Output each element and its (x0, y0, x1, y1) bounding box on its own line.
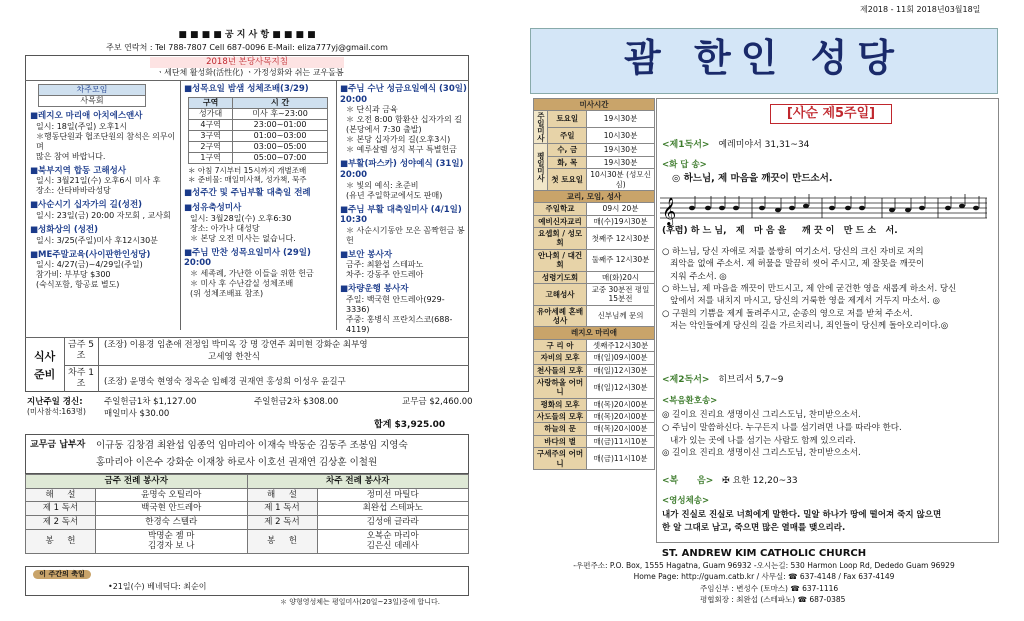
notice-col1-line: 일시: 23일(금) 20:00 자모회 , 교사회 (36, 210, 171, 220)
pastoral-motto: 2018년 본당사목지침 (150, 57, 344, 68)
lector-this: 박명순 젬 마 김경자 보 나 (96, 529, 248, 553)
gospel-acc-line: ○ 주님이 말씀하신다. 누구든지 나를 섬기려면 나를 따라야 한다. (662, 422, 902, 433)
legion-head: 레지오 마리애 (534, 327, 655, 339)
mass-time: 19시30분 (587, 111, 655, 128)
mass-group: 주일미사 (534, 111, 548, 144)
legion-time: 매(일)09시00분 (587, 352, 655, 364)
note-head (959, 204, 965, 209)
psalm-verse-line: 앞에서 저를 내치지 마시고, 당신의 거룩한 영을 제게서 거두지 마소서. ◎ (662, 296, 940, 307)
notice-col2-title: ■성유축성미사 (184, 203, 242, 213)
notice-col3-title: ■주님 수난 성금요일예식 (30일) 20:00 (340, 84, 467, 105)
mass-row (534, 144, 655, 156)
notice-col3-line: ＊ 단식과 금육 (346, 105, 398, 115)
reading1-ref: 예레미야서 31,31~34 (718, 140, 810, 150)
pastor: 주임신부 : 변성수 (토마스) ☎ 637-1116 (700, 584, 839, 593)
edu-name: 예비신자교리 (534, 215, 587, 227)
lector-role: 봉 헌 (26, 529, 96, 553)
donor-names-1: 이규동 김창겸 최완섭 임종억 임마리아 이재숙 박동순 김동주 조봉임 지영숙 (96, 440, 408, 451)
pastoral-motto-sub: ㆍ세단체 활성화(活性化) ㆍ가정성화와 쉬는 교우돌봄 (156, 68, 344, 77)
notice-col1-line: 일시: 3월21일(수) 오후6시 미사 후 (36, 176, 161, 186)
edu-row (534, 249, 655, 271)
edu-time: 매(수)19시30분 (587, 215, 655, 227)
adoration-note: ＊ 준비물: 매일미사책, 성가책, 묵주 (188, 175, 307, 184)
adoration-row (189, 141, 328, 152)
mass-day: 수, 금 (548, 144, 587, 156)
notice-col2-line: ＊ 본당 오전 미사는 없습니다. (190, 233, 296, 243)
lector-table (25, 474, 469, 554)
mass-day: 토요일 (548, 111, 587, 128)
meal-label-1: 식사 (34, 350, 56, 363)
legion-time: 매(목)20시00분 (587, 411, 655, 423)
legion-name: 구 리 아 (534, 339, 587, 351)
edu-row (534, 271, 655, 283)
psalm-verse-line: ○ 하느님, 당신 자애로 저를 불쌍히 여기소서. 당신의 크신 자비로 저의 (662, 247, 924, 257)
edu-time: 첫째주 12시30분 (587, 228, 655, 250)
feast-box (25, 566, 469, 596)
edu-time: 09시 20분 (587, 203, 655, 215)
psalm-label: <화 답 송> (662, 160, 707, 170)
legion-row (534, 435, 655, 447)
reading1-row (662, 140, 809, 151)
notice-col3-line: 주일: 백국현 안드레아(929-3336) (346, 295, 445, 314)
note-head (919, 206, 925, 211)
edu-head: 교리, 모임, 성사 (534, 190, 655, 202)
address: -우편주소: P.O. Box, 1555 Hagatna, Guam 96932 -오시는길: 530 Harmon Loop Rd, Dededo Guam 96929 (573, 561, 955, 570)
note-head (905, 208, 911, 213)
notice-col3-title: ■차량운행 봉사자 (340, 284, 409, 295)
notice-col-2 (184, 84, 334, 299)
notice-col1-title: ■북부지역 합동 고해성사 (30, 165, 127, 176)
notice-col3-line: ＊ 빛의 예식: 초준비 (346, 180, 419, 190)
mass-time: 19시30분 (587, 156, 655, 168)
mass-time-head: 미사시간 (534, 99, 655, 111)
notice-col3-line: ＊ 오전 8:00 함환산 십자가의 길 (346, 115, 462, 125)
notice-col1-line: 일시: 3/25(주일)미사 후12시30분 (36, 235, 158, 245)
notice-col2-title: ■성주간 및 주님부활 대축일 전례 (184, 188, 311, 199)
notice-col2-line: ＊ 미사 후 수난감실 성체조배 (190, 278, 294, 288)
legion-row (534, 398, 655, 410)
adoration-row (189, 130, 328, 141)
notice-col3-line: ＊ 사순시기동안 모은 꼼짝헌금 봉헌 (346, 225, 465, 245)
mass-day: 화, 목 (548, 156, 587, 168)
lector-head-next: 차주 전례 봉사자 (247, 475, 469, 489)
notice-col2-line: 장소: 아가나 대성당 (190, 223, 260, 233)
notice-col2-title: ■주님 만찬 성목요일미사 (29일) 20:00 (184, 247, 311, 269)
adoration-time: 03:00~05:00 (233, 141, 328, 152)
edu-name: 요셉회 / 성모회 (534, 228, 587, 250)
adoration-time: 23:00~01:00 (233, 119, 328, 130)
edu-name: 안나회 / 대건회 (534, 249, 587, 271)
reading1-label: <제1독서> (662, 140, 710, 150)
communion-label: <영성체송> (662, 496, 710, 506)
notice-col1-line: (숙식포함, 항공료 별도) (36, 280, 120, 290)
mass-group: 평일미사 (534, 144, 548, 191)
notice-col1-line: 일시: 4/27(금)~4/29일(주일) (36, 260, 143, 270)
lector-role: 해 설 (26, 488, 96, 502)
legion-name: 천사들의 모후 (534, 364, 587, 376)
feast-text: •21일(수) 베네딕다: 최순이 (108, 582, 207, 591)
offering-parish: 교무금 $2,460.00 (402, 397, 473, 407)
adoration-zone: 4구역 (189, 119, 233, 130)
lector-next: 최완섭 스테파노 (317, 502, 469, 516)
offering-total: 합계 $3,925.00 (374, 420, 446, 430)
reading2-row (662, 375, 784, 386)
notice-header: ■ ■ ■ ■ 공 지 사 항 ■ ■ ■ ■ (178, 30, 316, 40)
mass-row (534, 111, 655, 128)
contact-line: 주보 연락처 : Tel 788-7807 Cell 687-0096 E-Mail: eliza777yj@gmail.com (106, 43, 388, 52)
psalm-verse-line: ○ 구원의 기쁨을 제게 돌려주시고, 순종의 영으로 저를 받쳐 주소서. (662, 308, 913, 319)
communion-antiphon (662, 509, 996, 535)
notice-col2-line: (위 성체조배표 참조) (190, 288, 264, 298)
offering-weekly: 주일헌금1차 $1,127.00 (104, 397, 197, 407)
notice-col3-line: 주중: 홍병식 프란치스코(688-4119) (346, 315, 453, 334)
notice-col-1 (30, 84, 178, 290)
psalm-sung-lyrics: (후렴) 하 느 님, 제 마 음 을 깨 끗 이 만 드 소 서. (662, 226, 898, 236)
edu-time: 신부님께 문의 (587, 305, 655, 327)
meal-label-2: 준비 (34, 368, 56, 381)
legion-time: 매(금)11시10분 (587, 448, 655, 470)
note-head (775, 208, 781, 213)
notice-col1-line: 일시: 18일(주일) 오후1시 (36, 121, 128, 131)
gospel-row (662, 476, 798, 487)
note-head (973, 206, 979, 211)
edu-name: 성령기도회 (534, 271, 587, 283)
psalm-verse-line: ○ 하느님, 제 마음을 깨끗이 만드시고, 제 안에 굳건한 영을 새롭게 하소서. 당신 (662, 283, 957, 294)
legion-row (534, 364, 655, 376)
notice-col3-title: ■부활(파스카) 성야예식 (31일) 20:00 (340, 159, 464, 180)
lector-next: 정미선 마틸다 (317, 488, 469, 502)
notice-col3-title: ■보안 봉사자 (340, 249, 393, 260)
mass-day: 첫 토요일 (548, 169, 587, 191)
notice-col1-line: 참가비: 부부당 $300 (36, 270, 111, 280)
adoration-row (189, 119, 328, 130)
communion-line: 내가 진실로 진실로 너희에게 말한다. 밀알 하나가 땅에 떨어져 죽지 않으면 (662, 510, 942, 520)
legion-row (534, 411, 655, 423)
notice-col1-line: ＊행동단원과 협조단원의 참석은 의무이며 (36, 131, 176, 151)
adoration-table (188, 97, 328, 164)
offering-second: 주일헌금2차 $308.00 (254, 397, 339, 407)
church-name: ST. ANDREW KIM CATHOLIC CHURCH (661, 548, 867, 559)
lector-this: 한경숙 스텔라 (96, 515, 248, 529)
edu-name: 유아세례 혼배성사 (534, 305, 587, 327)
notice-col3-line: ＊ 본당 십자가의 길(오후3시) (346, 135, 451, 145)
meal-week-this: 금주 5조 (68, 340, 94, 362)
psalm-score (652, 186, 992, 226)
homepage: Home Page: http://guam.catb.kr / 사무실: ☎ 637-4148 / Fax 637-4149 (633, 572, 895, 581)
adoration-row (189, 108, 328, 119)
note-head (889, 208, 895, 213)
lector-head-this: 금주 전례 봉사자 (26, 475, 248, 489)
meal-week-next: 차주 1조 (68, 368, 94, 390)
reading2-ref: 히브리서 5,7~9 (718, 375, 784, 385)
notice-col3-line: 차주: 강동주 안드레아 (346, 270, 424, 280)
legion-time: 매(일)12시30분 (587, 364, 655, 376)
psalm-response: ◎ 하느님, 제 마음을 깨끗이 만드소서. (672, 173, 833, 184)
adoration-zone: 3구역 (189, 130, 233, 141)
note-head (945, 206, 951, 211)
lector-row (26, 502, 469, 516)
legion-time: 매(목)20시00분 (587, 398, 655, 410)
mass-time: 10시30분 (587, 127, 655, 144)
legion-row (534, 448, 655, 470)
feast-label: 이 주간의 축일 (33, 570, 91, 579)
notice-col1-line: 장소: 산타바바라성당 (36, 186, 111, 196)
note-head (689, 206, 695, 211)
lector-role-next: 봉 헌 (247, 529, 317, 553)
psalm-verse-line: 지워 주소서. ◎ (662, 271, 727, 282)
notice-col1-title: ■레지오 마리애 아치에스앤사 (30, 111, 143, 121)
adoration-time: 미사 후~23:00 (233, 108, 328, 119)
lector-role-next: 해 설 (247, 488, 317, 502)
note-head (859, 206, 865, 211)
lector-role: 제 2 독서 (26, 515, 96, 529)
adoration-time: 01:00~03:00 (233, 130, 328, 141)
note-head (845, 206, 851, 211)
note-head (803, 204, 809, 209)
mass-row (534, 156, 655, 168)
adoration-zone: 2구역 (189, 141, 233, 152)
legion-name: 자비의 모후 (534, 352, 587, 364)
notice-col1-title: ■ME주말교육(사이판한인성당) (30, 249, 151, 260)
council-president: 평협회장 : 최완섭 (스테파노) ☎ 687-0385 (700, 595, 846, 604)
lector-row (26, 529, 469, 553)
adoration-note: ＊ 아침 7시부터 15시까지 개별조배 (188, 165, 307, 175)
sunday-title: [사순 제5주일] (770, 104, 892, 124)
legion-name: 사도들의 모후 (534, 411, 587, 423)
gospel-acc-line: 내가 있는 곳에 나를 섬기는 사람도 함께 있으리라. (662, 435, 856, 446)
donor-label: 교무금 납부자 (30, 440, 86, 450)
communion-line: 한 알 그대로 남고, 죽으면 많은 열매를 맺으리라. (662, 522, 846, 533)
legion-row (534, 376, 655, 398)
mass-time: 10시30분 (성모신심) (587, 169, 655, 191)
legion-row (534, 339, 655, 351)
edu-name: 주일학교 (534, 203, 587, 215)
psalm-verse-line: 죄악을 없애 주소서. 제 허물을 말끔히 씻어 주시고, 제 잘못을 깨끗이 (662, 259, 925, 270)
notice-col3-title: ■주님 부활 대축일미사 (4/1일) 10:30 (340, 204, 462, 226)
lector-row (26, 515, 469, 529)
edu-time: 교중 30분전 평일 15분전 (587, 283, 655, 305)
lector-role: 제 1 독서 (26, 502, 96, 516)
mass-time: 19시30분 (587, 144, 655, 156)
church-title: 괌 한인 성당 (624, 35, 904, 80)
adoration-zone: 성가대 (189, 108, 233, 119)
legion-name: 사랑하올 어머니 (534, 376, 587, 398)
issue-number: 제2018 - 11회 2018년03월18일 (860, 5, 981, 14)
attendance: (미사참석:163명) (27, 407, 86, 416)
lector-next: 김성애 글라라 (317, 515, 469, 529)
edu-row (534, 203, 655, 215)
legion-row (534, 352, 655, 364)
edu-row (534, 305, 655, 327)
notice-col2-line: ＊ 세족례, 가난한 이들을 위한 헌금 (190, 268, 314, 278)
notice-col3-line: (유년 주일학교에서도 판매) (346, 190, 443, 200)
schedule-table (533, 98, 655, 470)
legion-name: 바다의 별 (534, 435, 587, 447)
edu-time: 매(화)20시 (587, 271, 655, 283)
mass-row (534, 127, 655, 144)
lector-role-next: 제 1 독서 (247, 502, 317, 516)
legion-time: 셋째주12시30분 (587, 339, 655, 351)
psalm-verse-line: 저는 악인들에게 당신의 길을 가르치리니, 죄인들이 당신께 돌아오리이다.◎ (662, 320, 949, 331)
edu-time: 둘째주 12시30분 (587, 249, 655, 271)
lector-row (26, 488, 469, 502)
gospel-acc-line: ◎ 길이요 진리요 생명이신 그리스도님, 찬미받으소서. (662, 448, 861, 459)
legion-name: 구세주의 어머니 (534, 448, 587, 470)
notice-col3-line: ＊ 예루살렘 성지 복구 특별헌금 (346, 145, 457, 155)
note-head (759, 206, 765, 211)
note-head (719, 206, 725, 211)
notice-col1-title: ■사순시기 십자가의 길(성전) (30, 200, 143, 211)
gospel-label: <복 음> (662, 476, 714, 486)
gospel-ref: ✠ 요한 12,20~33 (722, 476, 798, 486)
edu-name: 고해성사 (534, 283, 587, 305)
edu-row (534, 228, 655, 250)
offering-daily: 매일미사 $30.00 (104, 409, 170, 419)
legion-row (534, 423, 655, 435)
meeting-table-title: 차주모임 (38, 84, 146, 96)
meal-names-this: (조장) 이용경 임춘애 전정임 박미옥 강 명 강연주 최미현 강화순 최부영 (104, 340, 368, 350)
adoration-row (189, 152, 328, 163)
legion-name: 평화의 모후 (534, 398, 587, 410)
gospel-acclamation (662, 409, 994, 460)
gospel-acc-label: <복음환호송> (662, 396, 718, 406)
treble-clef-icon: 𝄞 (662, 197, 677, 225)
lector-this: 백국현 안드레아 (96, 502, 248, 516)
adoration-head-time: 시 간 (233, 97, 328, 108)
lector-next: 오복순 마리아 김은신 데레사 (317, 529, 469, 553)
lector-role-next: 제 2 독서 (247, 515, 317, 529)
offering-label: 지난주일 경신: (27, 397, 83, 407)
notice-col3-line: (본당에서 7:30 출발) (346, 125, 422, 135)
note-head (829, 206, 835, 211)
notice-col1-title: ■성화상의 (성전) (30, 224, 99, 235)
mass-row (534, 169, 655, 191)
adoration-title: ■성목요일 밤샘 성체조배(3/29) (184, 84, 309, 94)
psalm-verses (662, 246, 994, 332)
meal-names-this-2: 고세영 한찬식 (208, 352, 260, 362)
note-head (705, 206, 711, 211)
adoration-time: 05:00~07:00 (233, 152, 328, 163)
notice-col2-line: 일시: 3월28일(수) 오후6:30 (190, 213, 292, 223)
adoration-zone: 1구역 (189, 152, 233, 163)
edu-row (534, 283, 655, 305)
adoration-head-zone: 구역 (189, 97, 233, 108)
gospel-acc-line: ◎ 길이요 진리요 생명이신 그리스도님, 찬미받으소서. (662, 410, 861, 420)
notice-col1-line: 많은 참여 바랍니다. (36, 151, 106, 161)
meal-names-next: (조장) 윤명숙 현영숙 정옥순 임혜경 권재연 홍성희 이성우 윤길구 (104, 377, 346, 387)
lector-this: 윤명숙 오틸리아 (96, 488, 248, 502)
notice-col3-line: 금주: 최환섭 스테파노 (346, 260, 424, 270)
notice-col-3 (340, 84, 468, 335)
footnote: ＊ 양형영성체는 평일미사(20일~23일)중에 합니다. (280, 598, 440, 606)
reading2-label: <제2독서> (662, 375, 710, 385)
legion-time: 매(금)11시10분 (587, 435, 655, 447)
meeting-table-cell: 사목회 (38, 96, 146, 107)
note-head (733, 206, 739, 211)
donor-names-2: 홍마리아 이은수 강화순 이재창 하로사 이호선 권재연 김상훈 이철원 (96, 457, 378, 468)
legion-name: 하늘의 문 (534, 423, 587, 435)
legion-time: 매(목)20시00분 (587, 423, 655, 435)
note-head (789, 206, 795, 211)
edu-row (534, 215, 655, 227)
legion-time: 매(일)12시30분 (587, 376, 655, 398)
mass-day: 주일 (548, 127, 587, 144)
